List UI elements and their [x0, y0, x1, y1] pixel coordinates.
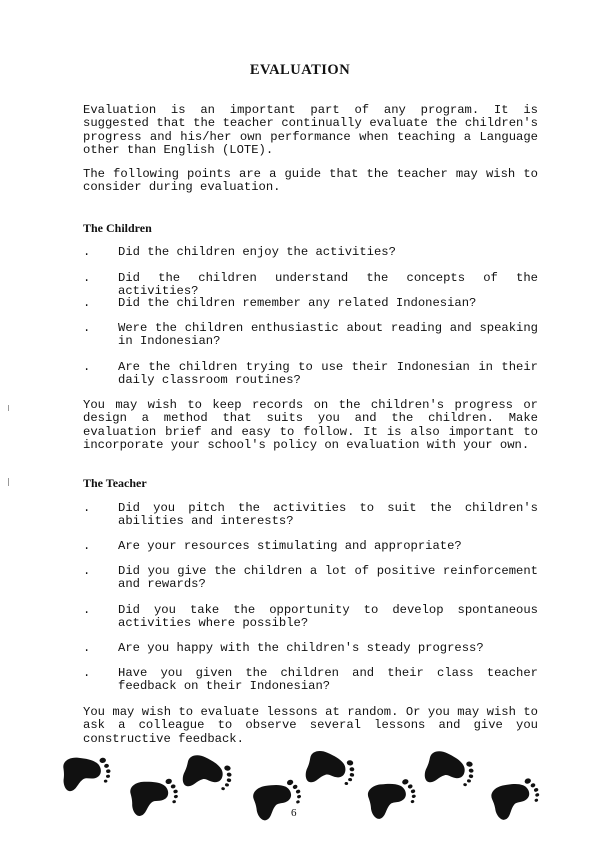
footprint: [60, 753, 112, 792]
page-number: 6: [291, 807, 297, 819]
bullet: .: [83, 321, 91, 335]
teacher-note: You may wish to evaluate lessons at random. Or you may wish to ask a colleague to observe several lessons and give you constructive feedback.: [83, 705, 538, 746]
list-item-text: Are you happy with the children's steady progress?: [118, 641, 484, 655]
bullet: .: [83, 666, 91, 680]
section-heading-children: The Children: [83, 221, 152, 235]
page-title: EVALUATION: [249, 62, 351, 78]
footprint-group: [60, 749, 544, 822]
bullet: .: [83, 360, 91, 374]
list-item-text: Have you given the children and their class teacher feedback on their Indonesian?: [118, 666, 538, 694]
bullet: .: [83, 296, 91, 310]
bullet: .: [83, 501, 91, 515]
intro-paragraph-2: The following points are a guide that the teacher may wish to consider during evaluation.: [83, 167, 538, 195]
footprint: [127, 773, 182, 817]
footprint: [304, 749, 357, 789]
list-item-text: Were the children enthusiastic about reading and speaking in Indonesian?: [118, 321, 538, 349]
list-item-text: Did you pitch the activities to suit the children's abilities and interests?: [118, 501, 538, 529]
bullet: .: [83, 245, 91, 259]
bullet: .: [83, 564, 91, 578]
children-note: You may wish to keep records on the children's progress or design a method that suits you and the children. Make evaluation brief and easy to follow. It is also important to incorporate your school's policy on evaluation with your own.: [83, 398, 538, 452]
bullet: .: [83, 641, 91, 655]
bullet: .: [83, 271, 91, 285]
section-heading-teacher: The Teacher: [83, 476, 147, 490]
scan-mark: [8, 478, 9, 486]
footprint: [487, 772, 544, 821]
list-item-text: Did you take the opportunity to develop spontaneous activities where possible?: [118, 603, 538, 631]
list-item-text: Did the children enjoy the activities?: [118, 245, 396, 259]
footprint: [249, 774, 306, 822]
list-item-text: Are your resources stimulating and appropriate?: [118, 539, 462, 553]
footprint: [181, 753, 235, 795]
bullet: .: [83, 603, 91, 617]
list-item-text: Did the children remember any related Indonesian?: [118, 296, 477, 310]
intro-paragraph-1: Evaluation is an important part of any program. It is suggested that the teacher continually evaluate the children's progress and his/her own performance when teaching a Language other than English (LOTE).: [83, 103, 538, 157]
list-item-text: Did you give the children a lot of positive reinforcement and rewards?: [118, 564, 538, 592]
footprint: [364, 774, 420, 821]
footprint: [423, 749, 477, 791]
footprints-icon: [0, 740, 600, 830]
bullet: .: [83, 539, 91, 553]
scan-mark: [8, 405, 9, 411]
list-item-text: Did the children understand the concepts of the activities?: [118, 271, 538, 299]
list-item-text: Are the children trying to use their Indonesian in their daily classroom routines?: [118, 360, 538, 388]
